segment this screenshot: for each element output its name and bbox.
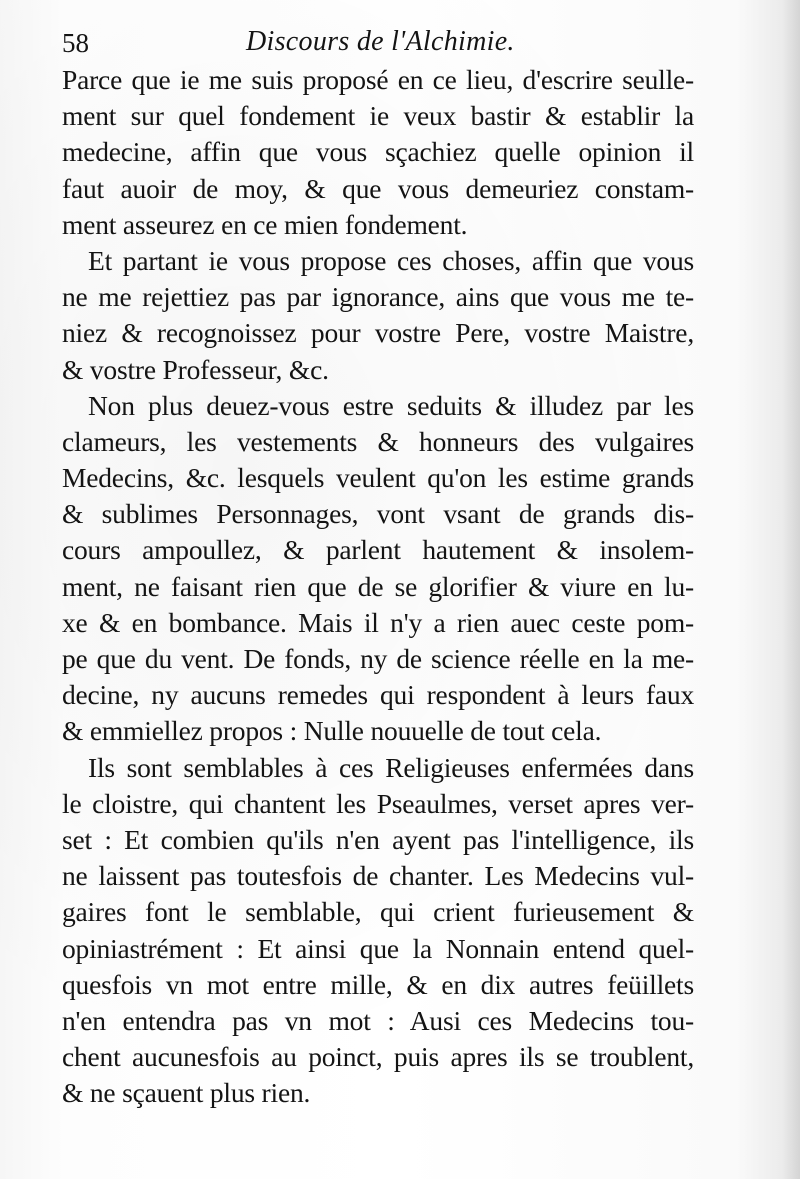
text-line: ment, ne faisant rien que de se glorifier & viure en lu- [62,570,694,602]
running-head: Discours de l'Alchimie. [246,26,515,57]
text-line: & sublimes Personnages, vont vsant de grands dis- [62,498,694,530]
text-line: cours ampoullez, & parlent hautement & insolem- [62,534,694,566]
text-line: gaires font le semblable, qui crient furieusement & [62,896,694,928]
text-line: Parce que ie me suis proposé en ce lieu, d'escrire seulle- [62,64,694,95]
text-line: Medecins, &c. lesquels veulent qu'on les estime grands [62,462,694,494]
text-line: chent aucunesfois au poinct, puis apres ils se troublent, [62,1041,694,1073]
text-line: pe que du vent. De fonds, ny de science réelle en la me- [62,643,694,674]
text-line: Et partant ie vous propose ces choses, affin que vous [88,244,694,276]
text-line: n'en entendra pas vn mot : Ausi ces Medecins tou- [62,1004,694,1036]
text-line: Ils sont semblables à ces Religieuses enfermées dans [88,751,694,783]
body-text [62,62,694,1111]
text-line: Non plus deuez-vous estre seduits & illudez par les [88,389,694,421]
paragraph [62,62,694,243]
text-line: opiniastrément : Et ainsi que la Nonnain entend quel- [62,932,694,964]
text-line: & emmiellez propos : Nulle nouuelle de tout cela. [62,715,602,747]
paragraph [62,388,694,750]
text-line: clameurs, les vestements & honneurs des vulgaires [62,425,694,457]
text-line: le cloistre, qui chantent les Pseaulmes, verset apres ver- [62,787,694,819]
text-line: decine, ny aucuns remedes qui respondent à leurs faux [62,679,694,711]
text-line: faut auoir de moy, & que vous demeuriez constam- [62,172,694,204]
text-line: set : Et combien qu'ils n'en ayent pas l'intelligence, ils [62,823,694,855]
text-line: & ne sçauent plus rien. [62,1077,311,1109]
text-line: quesfois vn mot entre mille, & en dix autres feüillets [62,968,694,1000]
page-header [56,22,756,62]
paragraph [62,750,694,1112]
text-line: ne laissent pas toutesfois de chanter. Les Medecins vul- [62,860,694,892]
text-line: xe & en bombance. Mais il n'y a rien auec ceste pom- [62,606,694,638]
text-line: niez & recognoissez pour vostre Pere, vostre Maistre, [62,317,694,349]
text-line: medecine, affin que vous sçachiez quelle opinion il [62,136,694,168]
text-line: ment sur quel fondement ie veux bastir & establir la [62,100,694,132]
text-line: ment asseurez en ce mien fondement. [62,208,468,240]
page-number: 58 [62,28,89,58]
text-line: & vostre Professeur, &c. [62,353,329,385]
paragraph [62,243,694,388]
text-line: ne me rejettiez pas par ignorance, ains que vous me te- [62,281,694,313]
